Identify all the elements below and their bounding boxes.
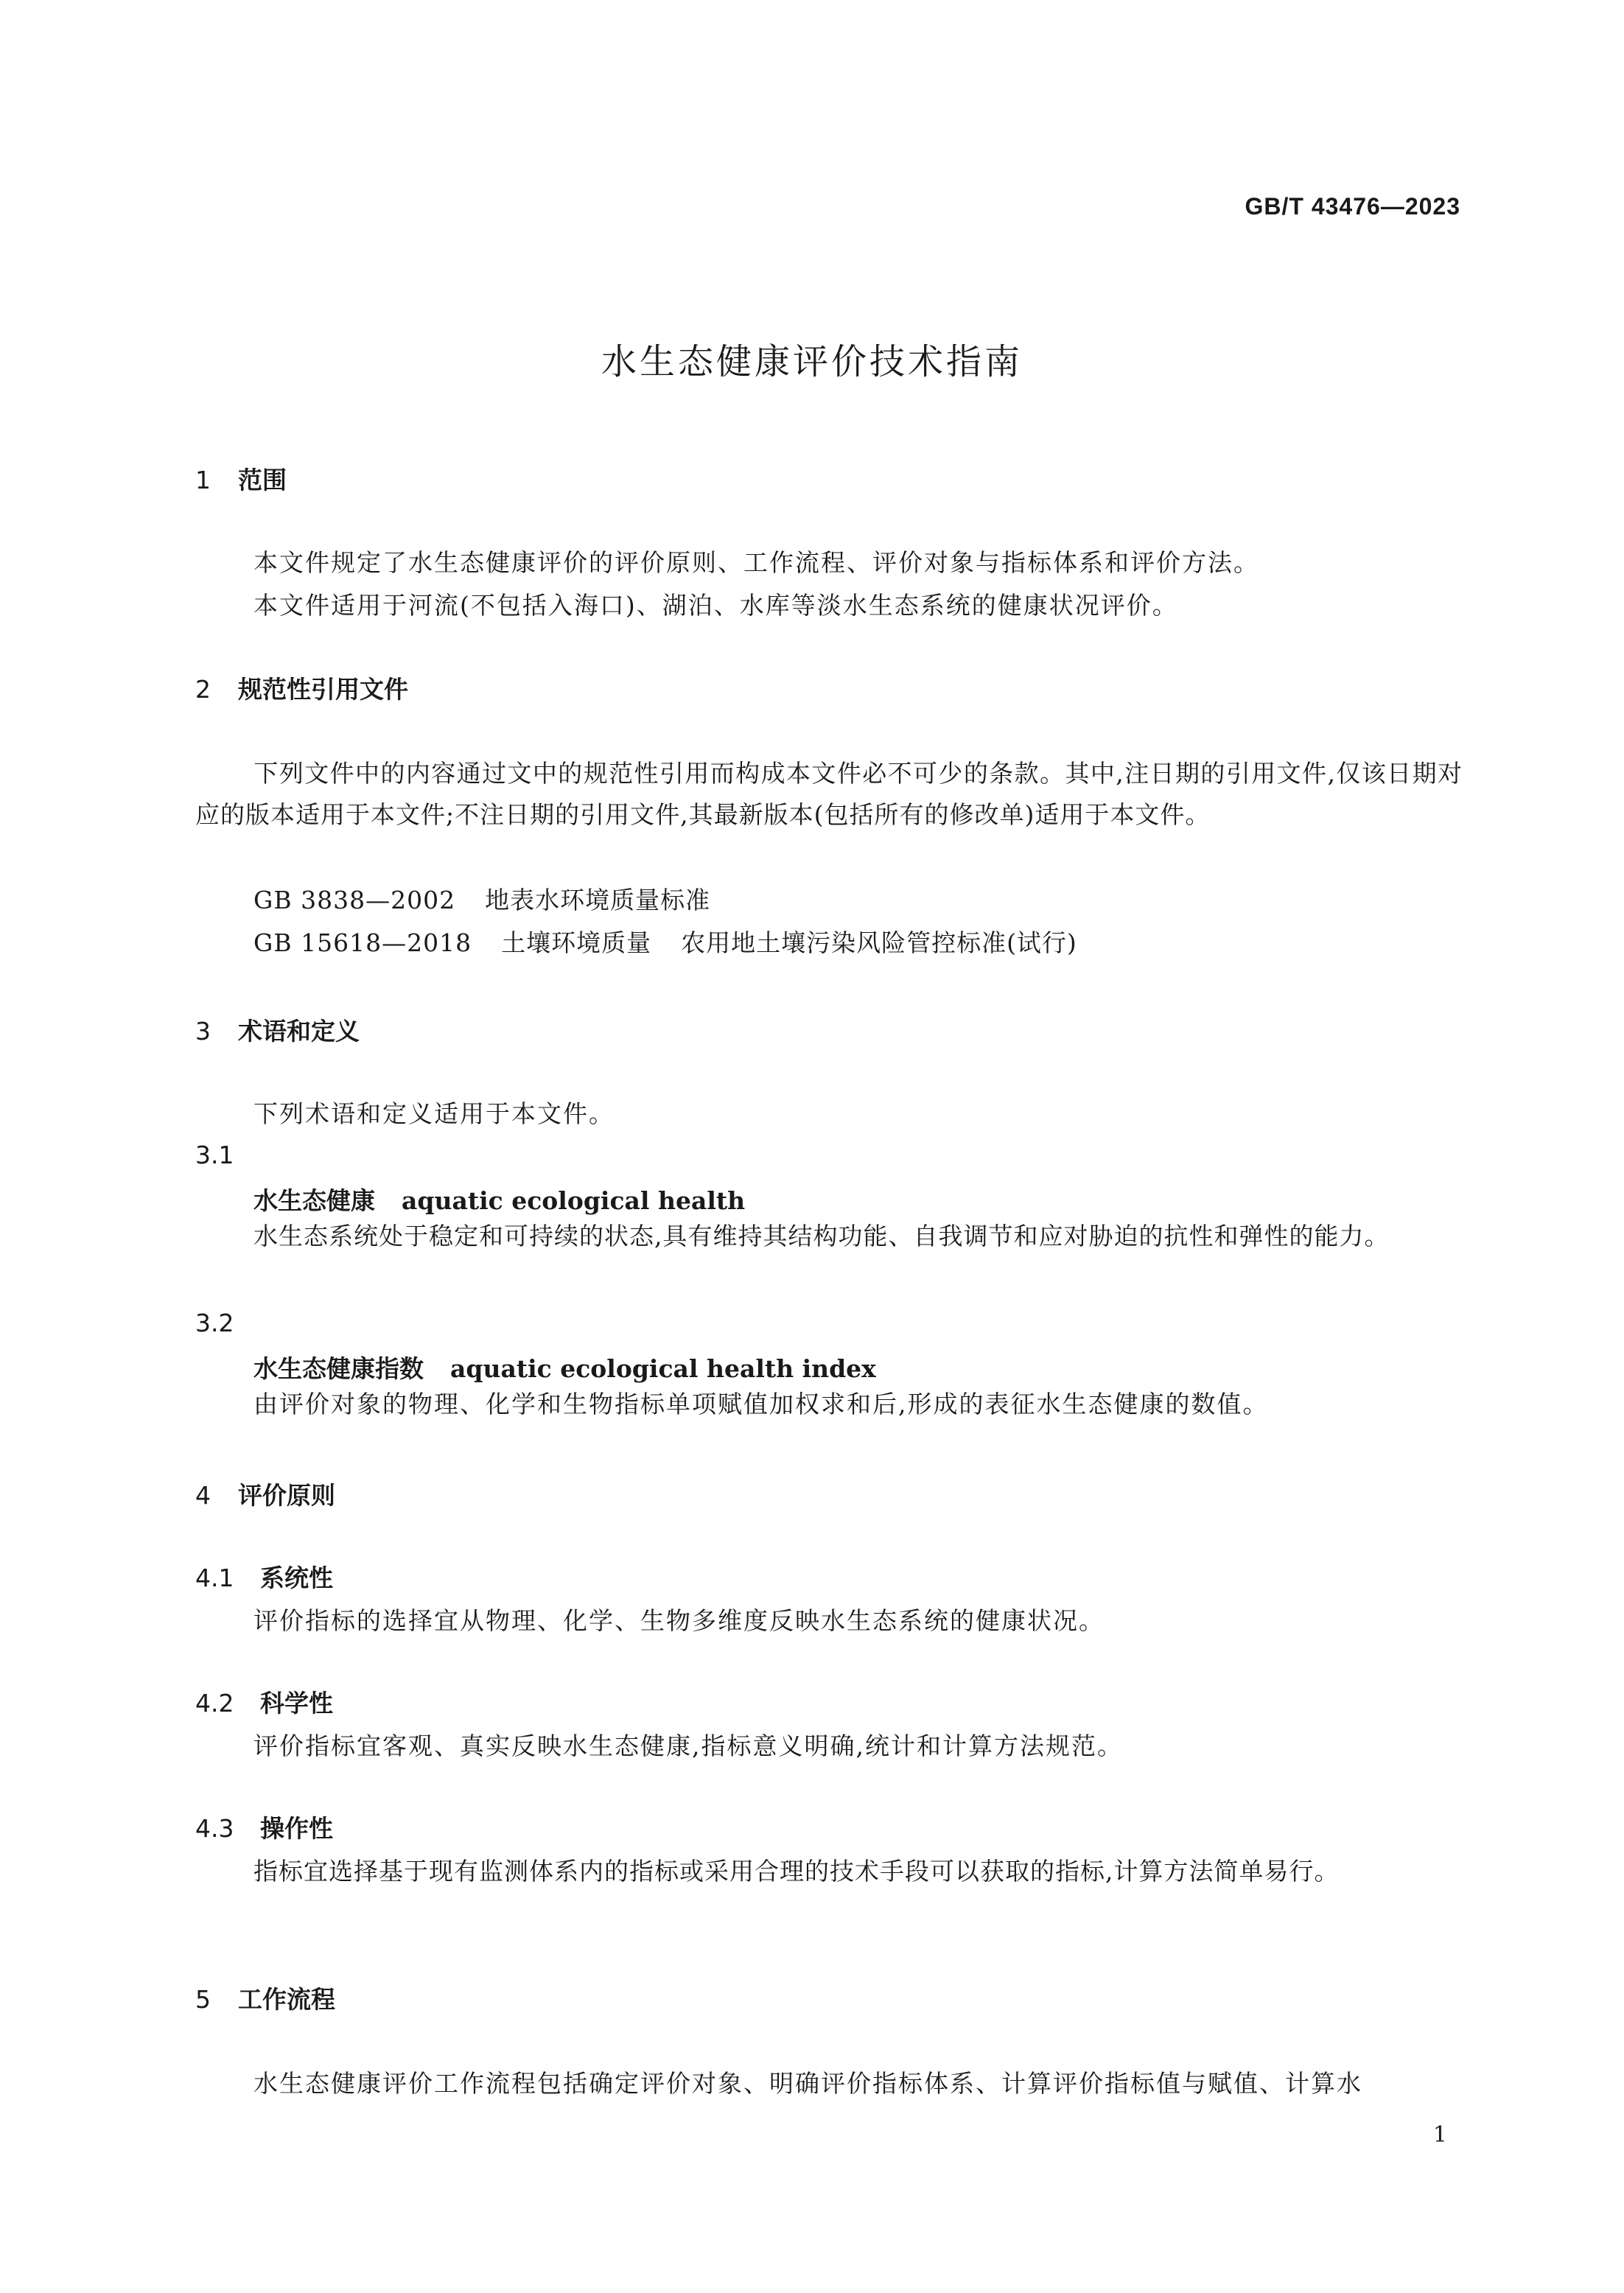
section-number: 3 (195, 1017, 211, 1046)
section-3-heading (195, 1012, 360, 1047)
section-5-heading (195, 1981, 335, 2015)
subsection-title: 操作性 (260, 1814, 333, 1843)
section-title: 工作流程 (238, 1985, 335, 2014)
subsection-number: 4.2 (195, 1689, 234, 1718)
subsection-4-1-heading (195, 1559, 333, 1594)
section-title: 术语和定义 (238, 1017, 360, 1046)
reference-subtitle: 农用地土壤污染风险管控标准(试行) (681, 928, 1077, 957)
subsection-number: 4.1 (195, 1564, 234, 1592)
subsection-number: 4.3 (195, 1814, 234, 1843)
section-1-heading (195, 461, 287, 496)
page-number: 1 (1432, 2122, 1447, 2148)
paragraph: 本文件规定了水生态健康评价的评价原则、工作流程、评价对象与指标体系和评价方法。 (253, 548, 1259, 577)
paragraph: 水生态健康评价工作流程包括确定评价对象、明确评价指标体系、计算评价指标值与赋值、计算水 (253, 2069, 1362, 2098)
paragraph: 评价指标的选择宜从物理、化学、生物多维度反映水生态系统的健康状况。 (253, 1606, 1105, 1635)
section-4-heading (195, 1477, 335, 1511)
section-number: 2 (195, 675, 211, 704)
section-number: 5 (195, 1985, 211, 2014)
reference-code: GB 3838—2002 (253, 886, 456, 914)
paragraph: 本文件适用于河流(不包括入海口)、湖泊、水库等淡水生态系统的健康状况评价。 (253, 591, 1178, 620)
paragraph: 下列术语和定义适用于本文件。 (253, 1099, 615, 1128)
term-number: 3.1 (195, 1141, 234, 1169)
term-name-en: aquatic ecological health (402, 1186, 746, 1215)
term-name-zh: 水生态健康指数 (253, 1354, 424, 1383)
term-number: 3.2 (195, 1309, 234, 1337)
section-2-heading (195, 671, 408, 705)
standard-code: GB/T 43476—2023 (1245, 193, 1460, 220)
reference-title: 土壤环境质量 (501, 928, 652, 957)
reference-title: 地表水环境质量标准 (485, 886, 711, 914)
term-name-en: aquatic ecological health index (450, 1354, 876, 1383)
section-number: 4 (195, 1481, 211, 1510)
term-definition: 由评价对象的物理、化学和生物指标单项赋值加权求和后,形成的表征水生态健康的数值。 (253, 1390, 1269, 1418)
reference-code: GB 15618—2018 (253, 928, 472, 957)
term-definition: 水生态系统处于稳定和可持续的状态,具有维持其结构功能、自我调节和应对胁迫的抗性和弹性的能力。 (253, 1222, 1390, 1250)
section-title: 范围 (238, 466, 287, 494)
section-title: 规范性引用文件 (238, 675, 408, 704)
section-title: 评价原则 (238, 1481, 335, 1510)
paragraph: 指标宜选择基于现有监测体系内的指标或采用合理的技术手段可以获取的指标,计算方法简单易行。 (253, 1857, 1340, 1886)
subsection-4-2-heading (195, 1684, 333, 1719)
subsection-title: 科学性 (260, 1689, 333, 1718)
section-number: 1 (195, 466, 211, 494)
document-title: 水生态健康评价技术指南 (601, 341, 1023, 382)
reference-item (253, 924, 1077, 959)
paragraph: 评价指标宜客观、真实反映水生态健康,指标意义明确,统计和计算方法规范。 (253, 1732, 1123, 1760)
term-name-zh: 水生态健康 (253, 1186, 375, 1215)
term-name (253, 1350, 876, 1384)
subsection-title: 系统性 (260, 1564, 333, 1592)
paragraph-intro: 下列文件中的内容通过文中的规范性引用而构成本文件必不可少的条款。其中,注日期的引用文件,仅该日期对应的版本适用于本文件;不注日期的引用文件,其最新版本(包括所有的修改单)适用于本文件。 (195, 759, 1463, 829)
term-name (253, 1182, 745, 1216)
reference-item (253, 881, 710, 916)
subsection-4-3-heading (195, 1810, 333, 1844)
